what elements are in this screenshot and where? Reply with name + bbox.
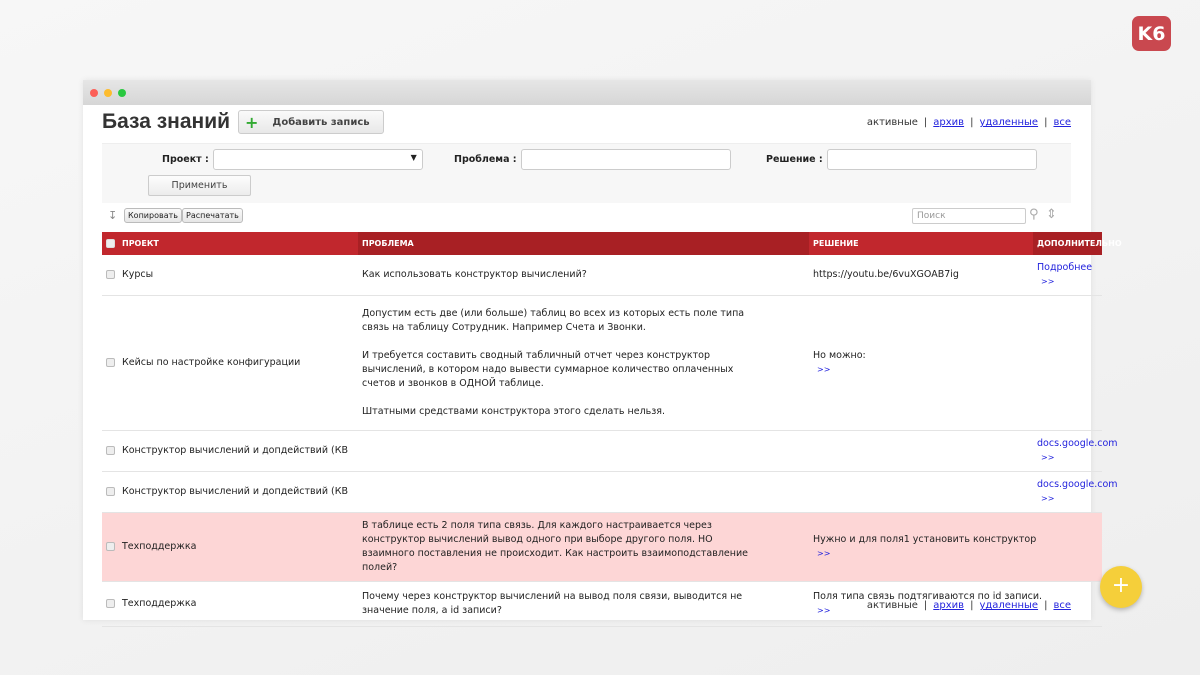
logo-badge: K6	[1132, 16, 1171, 51]
table-row-highlighted[interactable]	[102, 513, 1102, 582]
separator: |	[923, 117, 928, 128]
separator: |	[970, 600, 974, 611]
apply-button[interactable]: Применить	[148, 175, 251, 196]
problem-input[interactable]	[521, 149, 731, 170]
link-archive[interactable]: архив	[933, 600, 965, 611]
link-all[interactable]: все	[1053, 117, 1071, 128]
maximize-window-icon[interactable]	[118, 89, 126, 97]
separator: |	[970, 117, 974, 128]
knowledge-table	[102, 232, 1122, 627]
filter-panel	[102, 143, 1071, 203]
row-checkbox[interactable]	[106, 358, 115, 367]
column-problem[interactable]: ПРОБЛЕМА	[358, 232, 809, 255]
solution-cell: Нужно и для поля1 установить конструктор	[813, 534, 1037, 545]
status-filter-links	[867, 117, 1071, 128]
solution-label: Решение :	[766, 154, 823, 165]
solution-cell: Поля типа связь подтягиваются по id записи.	[813, 591, 1043, 602]
sort-arrow-icon[interactable]: ↧	[108, 209, 118, 222]
table-row[interactable]	[102, 296, 1102, 431]
project-cell: Конструктор вычислений и допдействий (КВ	[122, 486, 348, 497]
column-project[interactable]: ПРОЕКТ	[102, 232, 358, 255]
print-button[interactable]: Распечатать	[182, 208, 243, 223]
link-all[interactable]: все	[1053, 600, 1071, 611]
chevron-down-icon: ▼	[410, 153, 417, 162]
project-cell: Курсы	[122, 269, 154, 280]
problem-label: Проблема :	[454, 154, 517, 165]
search-input[interactable]: Поиск	[912, 208, 1026, 224]
more-link[interactable]: >>	[1041, 494, 1055, 503]
more-link[interactable]: >>	[817, 606, 831, 615]
sort-toggle-icon[interactable]: ⇕	[1046, 207, 1057, 222]
title-bar	[83, 80, 1091, 105]
project-label: Проект :	[162, 154, 209, 165]
problem-cell: Как использовать конструктор вычислений?	[358, 255, 809, 296]
more-link[interactable]: >>	[817, 365, 831, 374]
row-checkbox[interactable]	[106, 270, 115, 279]
add-record-label: Добавить запись	[272, 116, 370, 128]
table-row[interactable]	[102, 431, 1102, 472]
column-solution[interactable]: РЕШЕНИЕ	[809, 232, 1033, 255]
more-link[interactable]: >>	[1041, 277, 1055, 286]
add-record-button[interactable]	[238, 110, 384, 134]
page-title: База знаний	[102, 110, 231, 133]
solution-cell: https://youtu.be/6vuXGOAB7ig	[809, 255, 1033, 296]
column-extra[interactable]: ДОПОЛНИТЕЛЬНО	[1033, 232, 1102, 255]
project-cell: Техподдержка	[122, 541, 197, 552]
browser-window	[83, 80, 1122, 620]
extra-link[interactable]: docs.google.com	[1037, 479, 1118, 490]
extra-link[interactable]: docs.google.com	[1037, 438, 1118, 449]
link-deleted[interactable]: удаленные	[979, 600, 1039, 611]
project-select[interactable]	[213, 149, 423, 170]
separator: |	[923, 600, 928, 611]
page-header	[102, 110, 384, 134]
copy-button[interactable]: Копировать	[124, 208, 182, 223]
minimize-window-icon[interactable]	[104, 89, 112, 97]
select-all-checkbox[interactable]	[106, 239, 115, 248]
table-row[interactable]	[102, 472, 1102, 513]
project-cell: Конструктор вычислений и допдействий (КВ	[122, 445, 348, 456]
table-row[interactable]	[102, 255, 1102, 296]
link-deleted[interactable]: удаленные	[979, 117, 1039, 128]
problem-cell: Почему через конструктор вычислений на вывод поля связи, выводится не значение поля, а id записи?	[358, 582, 809, 627]
more-link[interactable]: >>	[1041, 453, 1055, 462]
solution-input[interactable]	[827, 149, 1037, 170]
search-icon[interactable]: ⚲	[1029, 207, 1039, 222]
more-link[interactable]: >>	[817, 549, 831, 558]
row-checkbox[interactable]	[106, 446, 115, 455]
table-header	[102, 232, 1102, 255]
project-cell: Техподдержка	[122, 598, 197, 609]
extra-link[interactable]: Подробнее	[1037, 262, 1093, 273]
problem-cell: Допустим есть две (или больше) таблиц во всех из которых есть поле типа связь на таблицу Сотрудник. Например Счета и Звонки. И требуется составить сводный табличный отчет через конструктор вычислений, в котором надо вывести суммарное количество оплаченных счетов и звонков в ОДНОЙ таблице. Штатными средствами конструктора этого сделать нельзя.	[358, 296, 809, 431]
close-window-icon[interactable]	[90, 89, 98, 97]
row-checkbox[interactable]	[106, 599, 115, 608]
link-active[interactable]: активные	[866, 600, 918, 611]
link-archive[interactable]: архив	[933, 117, 965, 128]
plus-icon: +	[245, 112, 259, 132]
separator: |	[1044, 600, 1048, 611]
bottom-status-links	[867, 600, 1071, 611]
problem-cell: В таблице есть 2 поля типа связь. Для каждого настраивается через конструктор вычислений вывод одного при выборе другого поля. НО взаимного поставления не происходит. Как настроить взаимоподставление полей?	[358, 513, 809, 582]
add-fab-button[interactable]: +	[1100, 566, 1142, 608]
project-cell: Кейсы по настройке конфигурации	[122, 357, 301, 368]
link-active[interactable]: активные	[866, 117, 918, 128]
row-checkbox[interactable]	[106, 487, 115, 496]
solution-cell: Но можно:	[813, 350, 866, 361]
row-checkbox[interactable]	[106, 542, 115, 551]
separator: |	[1044, 117, 1048, 128]
